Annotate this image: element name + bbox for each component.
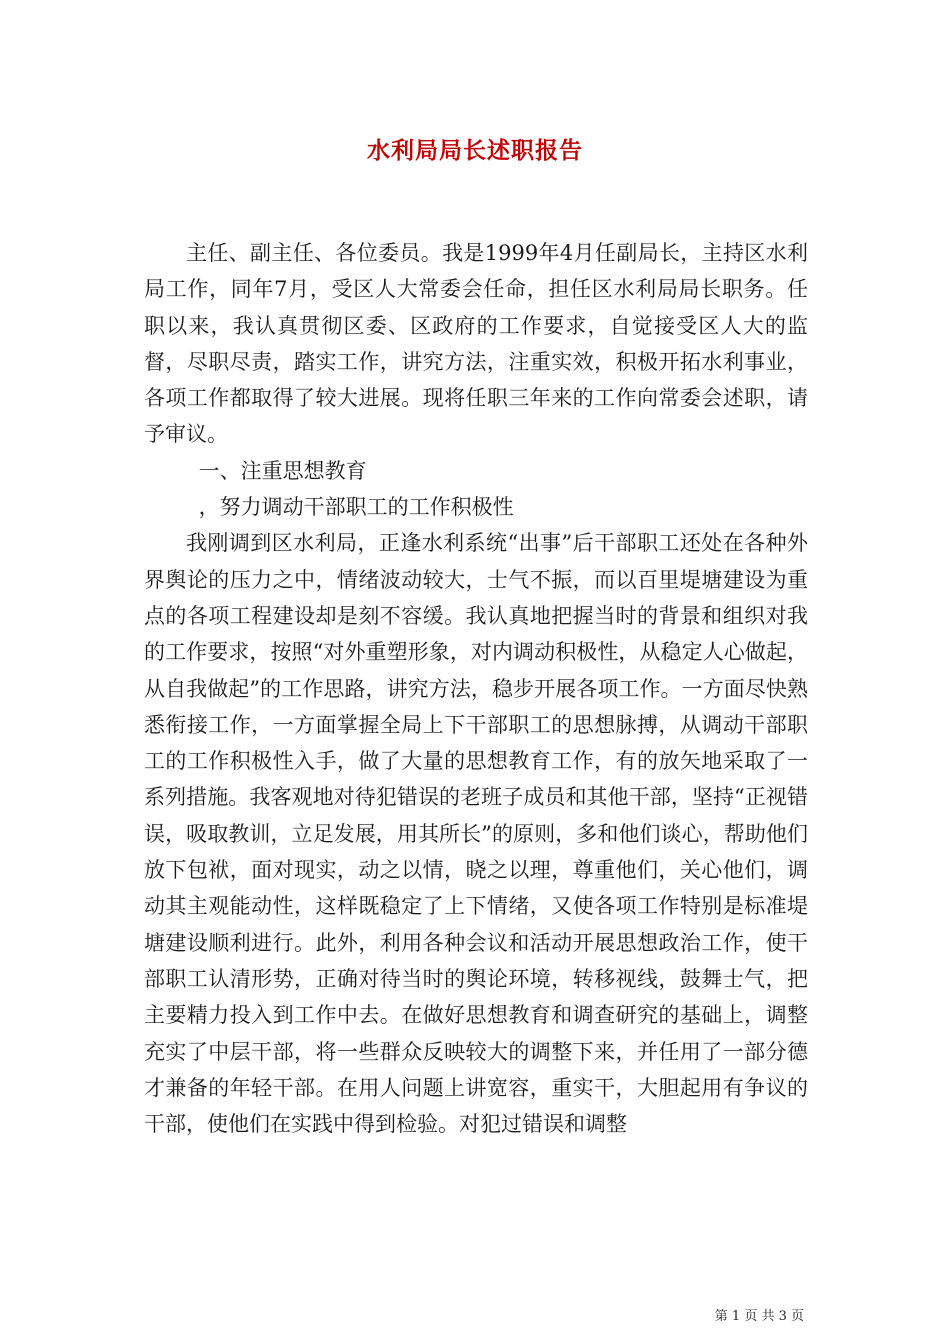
document-body: [144, 235, 808, 1142]
page-indicator: 第 1 页 共 3 页: [714, 1309, 804, 1324]
section-heading-line-2: ，努力调动干部职工的工作积极性: [198, 495, 514, 520]
intro-paragraph: 主任、副主任、各位委员。我是1999年4月任副局长，主持区水利局工作，同年7月，受区人大常委会任命，担任区水利局局长职务。任职以来，我认真贯彻区委、区政府的工作要求，自觉接受区人大的监督，尽职尽责，踏实工作，讲究方法，注重实效，积极开拓水利事业，各项工作都取得了较大进展。现将任职三年来的工作向常委会述职，请予审议。: [144, 241, 808, 447]
section-heading-line-1: 一、注重思想教育: [198, 458, 367, 483]
document-title: 水利局局长述职报告: [367, 137, 583, 164]
section-1-paragraph: 我刚调到区水利局，正逢水利系统“出事”后干部职工还处在各种外界舆论的压力之中，情绪波动较大，士气不振，而以百里堤塘建设为重点的各项工程建设却是刻不容缓。我认真地把握当时的背景和组织对我的工作要求，按照“对外重塑形象，对内调动积极性，从稳定人心做起，从自我做起”的工作思路，讲究方法，稳步开展各项工作。一方面尽快熟悉衔接工作，一方面掌握全局上下干部职工的思想脉搏，从调动干部职工的工作积极性入手，做了大量的思想教育工作，有的放矢地采取了一系列措施。我客观地对待犯错误的老班子成员和其他干部，坚持“正视错误，吸取教训，立足发展，用其所长”的原则，多和他们谈心，帮助他们放下包袱，面对现实，动之以情，晓之以理，尊重他们，关心他们，调动其主观能动性，这样既稳定了上下情绪，又使各项工作特别是标准堤塘建设顺利进行。此外，利用各种会议和活动开展思想政治工作，使干部职工认清形势，正确对待当时的舆论环境，转移视线，鼓舞士气，把主要精力投入到工作中去。在做好思想教育和调查研究的基础上，调整充实了中层干部，将一些群众反映较大的调整下来，并任用了一部分德才兼备的年轻干部。在用人问题上讲宽容，重实干，大胆起用有争议的干部，使他们在实践中得到检验。对犯过错误和调整: [144, 531, 808, 1137]
